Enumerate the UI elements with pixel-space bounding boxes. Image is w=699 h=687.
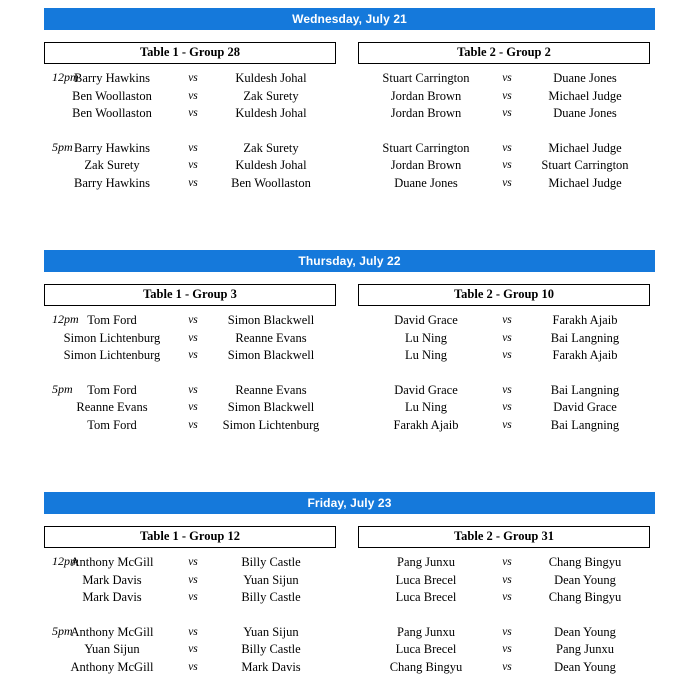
player-two: Bai Langning bbox=[550, 330, 620, 345]
match-row bbox=[358, 659, 650, 677]
match-row bbox=[44, 399, 336, 417]
table-title: Table 2 - Group 2 bbox=[358, 42, 650, 64]
vs-label: vs bbox=[502, 107, 512, 119]
vs-label: vs bbox=[188, 591, 198, 603]
vs-label: vs bbox=[502, 72, 512, 84]
match-row bbox=[358, 399, 650, 417]
session-time: 5pm bbox=[52, 623, 73, 638]
player-two: Zak Surety bbox=[243, 88, 299, 103]
player-two: Dean Young bbox=[554, 572, 616, 587]
player-one: Anthony McGill bbox=[70, 624, 154, 639]
player-one: Tom Ford bbox=[87, 382, 137, 397]
match-row bbox=[358, 572, 650, 590]
vs-label: vs bbox=[502, 141, 512, 154]
vs-label: vs bbox=[502, 660, 512, 673]
vs-label: vs bbox=[502, 314, 512, 326]
player-one: David Grace bbox=[394, 382, 458, 397]
vs-label: vs bbox=[502, 643, 512, 655]
day-header: Friday, July 23 bbox=[44, 492, 655, 514]
player-two: Billy Castle bbox=[241, 642, 301, 656]
session-time: 5pm bbox=[52, 139, 73, 154]
day-block bbox=[0, 8, 699, 192]
player-two: Mark Davis bbox=[241, 659, 301, 674]
player-two: Pang Junxu bbox=[556, 642, 614, 656]
match-row bbox=[44, 105, 336, 123]
vs-label: vs bbox=[188, 72, 198, 84]
player-two: Farakh Ajaib bbox=[552, 313, 618, 327]
player-two: Reanne Evans bbox=[235, 330, 307, 345]
player-one: Jordan Brown bbox=[390, 106, 462, 120]
session bbox=[44, 140, 336, 193]
day-block bbox=[0, 492, 699, 676]
vs-label: vs bbox=[188, 573, 198, 586]
player-one: Lu Ning bbox=[404, 330, 447, 345]
match-row bbox=[358, 88, 650, 106]
player-two: Stuart Carrington bbox=[541, 158, 629, 172]
player-two: Dean Young bbox=[554, 659, 616, 674]
match-row bbox=[44, 157, 336, 175]
match-row bbox=[44, 312, 336, 330]
player-one: Mark Davis bbox=[82, 590, 142, 604]
player-one: Lu Ning bbox=[404, 400, 447, 414]
match-row bbox=[44, 641, 336, 659]
match-row bbox=[44, 140, 336, 158]
player-one: Jordan Brown bbox=[390, 88, 462, 103]
player-two: Yuan Sijun bbox=[243, 572, 299, 587]
vs-label: vs bbox=[188, 159, 198, 171]
table-column bbox=[358, 284, 650, 434]
match-row bbox=[44, 70, 336, 88]
session bbox=[358, 382, 650, 435]
table-column bbox=[44, 526, 336, 676]
player-one: Zak Surety bbox=[84, 158, 140, 172]
player-one: Farakh Ajaib bbox=[393, 417, 459, 432]
match-row bbox=[44, 659, 336, 677]
table-title: Table 1 - Group 3 bbox=[44, 284, 336, 306]
match-row bbox=[358, 70, 650, 88]
session bbox=[358, 312, 650, 365]
vs-label: vs bbox=[188, 107, 198, 119]
player-two: Duane Jones bbox=[553, 71, 617, 85]
match-row bbox=[358, 347, 650, 365]
player-one: Barry Hawkins bbox=[73, 140, 151, 155]
session bbox=[44, 624, 336, 677]
match-row bbox=[44, 417, 336, 435]
player-two: Kuldesh Johal bbox=[235, 106, 307, 120]
player-one: Stuart Carrington bbox=[382, 71, 470, 85]
player-two: Yuan Sijun bbox=[243, 624, 299, 639]
player-two: Duane Jones bbox=[553, 106, 617, 120]
match-row bbox=[44, 347, 336, 365]
player-one: Stuart Carrington bbox=[382, 140, 470, 155]
player-two: Bai Langning bbox=[550, 417, 620, 432]
match-row bbox=[358, 175, 650, 193]
player-one: Simon Lichtenburg bbox=[63, 348, 161, 362]
player-two: Bai Langning bbox=[550, 382, 620, 397]
vs-label: vs bbox=[188, 643, 198, 655]
vs-label: vs bbox=[502, 625, 512, 638]
vs-label: vs bbox=[502, 176, 512, 189]
match-row bbox=[358, 157, 650, 175]
table-column bbox=[358, 42, 650, 192]
vs-label: vs bbox=[188, 383, 198, 396]
vs-label: vs bbox=[502, 159, 512, 171]
player-one: David Grace bbox=[394, 313, 458, 327]
vs-label: vs bbox=[188, 418, 198, 431]
vs-label: vs bbox=[188, 141, 198, 154]
player-one: Simon Lichtenburg bbox=[63, 330, 161, 345]
player-one: Anthony McGill bbox=[70, 555, 154, 569]
vs-label: vs bbox=[502, 556, 512, 568]
player-two: Chang Bingyu bbox=[548, 590, 622, 604]
player-two: Michael Judge bbox=[548, 140, 622, 155]
player-one: Duane Jones bbox=[394, 175, 458, 190]
player-two: Simon Blackwell bbox=[227, 313, 315, 327]
player-one: Chang Bingyu bbox=[389, 659, 463, 674]
vs-label: vs bbox=[188, 401, 198, 413]
day-block bbox=[0, 250, 699, 434]
player-one: Lu Ning bbox=[404, 348, 447, 362]
player-one: Pang Junxu bbox=[397, 555, 455, 569]
match-row bbox=[44, 624, 336, 642]
player-one: Tom Ford bbox=[87, 313, 137, 327]
session bbox=[44, 554, 336, 607]
match-row bbox=[44, 175, 336, 193]
vs-label: vs bbox=[188, 660, 198, 673]
session bbox=[44, 70, 336, 123]
player-two: Kuldesh Johal bbox=[235, 71, 307, 85]
player-one: Barry Hawkins bbox=[73, 175, 151, 190]
match-row bbox=[358, 589, 650, 607]
player-one: Reanne Evans bbox=[76, 400, 148, 414]
player-one: Mark Davis bbox=[82, 572, 142, 587]
vs-label: vs bbox=[188, 314, 198, 326]
player-one: Pang Junxu bbox=[397, 624, 455, 639]
match-row bbox=[358, 140, 650, 158]
match-row bbox=[358, 554, 650, 572]
player-two: Billy Castle bbox=[241, 590, 301, 604]
match-row bbox=[358, 382, 650, 400]
match-row bbox=[44, 382, 336, 400]
vs-label: vs bbox=[188, 89, 198, 102]
player-one: Luca Brecel bbox=[395, 590, 457, 604]
vs-label: vs bbox=[502, 418, 512, 431]
player-one: Anthony McGill bbox=[70, 659, 154, 674]
match-row bbox=[358, 312, 650, 330]
player-two: Simon Blackwell bbox=[227, 400, 315, 414]
player-two: David Grace bbox=[553, 400, 617, 414]
player-two: Farakh Ajaib bbox=[552, 348, 618, 362]
session bbox=[358, 554, 650, 607]
table-column bbox=[44, 42, 336, 192]
player-two: Michael Judge bbox=[548, 88, 622, 103]
session-time: 5pm bbox=[52, 381, 73, 396]
match-row bbox=[44, 88, 336, 106]
vs-label: vs bbox=[502, 331, 512, 344]
table-title: Table 1 - Group 12 bbox=[44, 526, 336, 548]
player-two: Ben Woollaston bbox=[231, 175, 311, 190]
vs-label: vs bbox=[188, 331, 198, 344]
player-one: Tom Ford bbox=[87, 417, 137, 432]
match-row bbox=[358, 641, 650, 659]
session bbox=[44, 382, 336, 435]
day-header: Wednesday, July 21 bbox=[44, 8, 655, 30]
player-one: Ben Woollaston bbox=[72, 106, 152, 120]
player-two: Simon Blackwell bbox=[227, 348, 315, 362]
vs-label: vs bbox=[502, 383, 512, 396]
vs-label: vs bbox=[502, 89, 512, 102]
session-time: 12pm bbox=[52, 554, 79, 568]
session-time: 12pm bbox=[52, 312, 79, 326]
table-title: Table 1 - Group 28 bbox=[44, 42, 336, 64]
player-one: Yuan Sijun bbox=[84, 642, 140, 656]
vs-label: vs bbox=[502, 401, 512, 413]
vs-label: vs bbox=[502, 573, 512, 586]
vs-label: vs bbox=[188, 176, 198, 189]
session-time: 12pm bbox=[52, 70, 79, 84]
match-row bbox=[358, 624, 650, 642]
vs-label: vs bbox=[502, 349, 512, 361]
session bbox=[358, 70, 650, 123]
match-row bbox=[358, 330, 650, 348]
match-row bbox=[44, 572, 336, 590]
player-two: Billy Castle bbox=[241, 555, 301, 569]
vs-label: vs bbox=[188, 349, 198, 361]
player-one: Luca Brecel bbox=[395, 642, 457, 656]
table-column bbox=[44, 284, 336, 434]
player-two: Chang Bingyu bbox=[548, 555, 622, 569]
match-row bbox=[358, 417, 650, 435]
player-two: Michael Judge bbox=[548, 175, 622, 190]
session bbox=[44, 312, 336, 365]
table-title: Table 2 - Group 10 bbox=[358, 284, 650, 306]
player-one: Ben Woollaston bbox=[72, 88, 152, 103]
match-row bbox=[44, 330, 336, 348]
match-row bbox=[44, 554, 336, 572]
table-title: Table 2 - Group 31 bbox=[358, 526, 650, 548]
player-one: Luca Brecel bbox=[395, 572, 457, 587]
match-row bbox=[44, 589, 336, 607]
player-one: Jordan Brown bbox=[390, 158, 462, 172]
vs-label: vs bbox=[188, 556, 198, 568]
player-two: Zak Surety bbox=[243, 140, 299, 155]
player-two: Dean Young bbox=[554, 624, 616, 639]
player-two: Reanne Evans bbox=[235, 382, 307, 397]
match-row bbox=[358, 105, 650, 123]
table-column bbox=[358, 526, 650, 676]
player-one: Barry Hawkins bbox=[73, 71, 151, 85]
player-two: Simon Lichtenburg bbox=[222, 417, 320, 432]
session bbox=[358, 624, 650, 677]
day-header: Thursday, July 22 bbox=[44, 250, 655, 272]
vs-label: vs bbox=[188, 625, 198, 638]
vs-label: vs bbox=[502, 591, 512, 603]
player-two: Kuldesh Johal bbox=[235, 158, 307, 172]
session bbox=[358, 140, 650, 193]
